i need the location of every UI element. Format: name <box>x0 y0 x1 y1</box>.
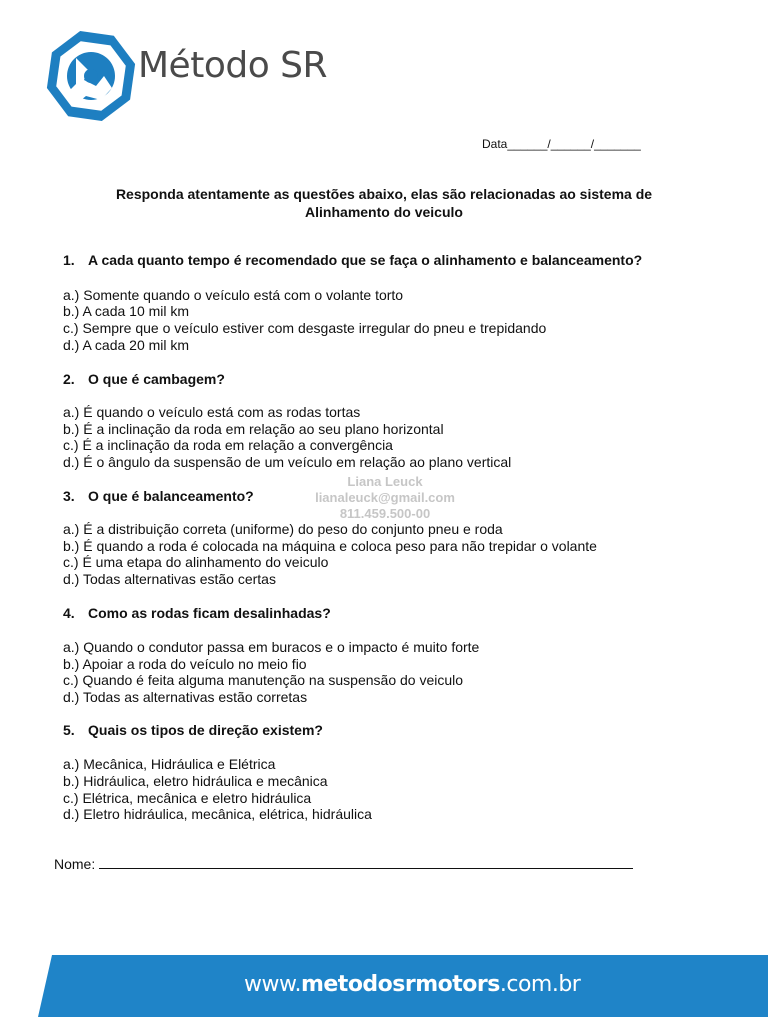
question-number: 5. <box>63 722 75 738</box>
question-4-option-d: d.) Todas as alternativas estão corretas <box>63 689 308 705</box>
date-field: Data______/______/_______ <box>482 137 641 151</box>
brand-name: Método SR <box>138 45 328 86</box>
question-number: 3. <box>63 488 75 504</box>
question-number: 4. <box>63 605 75 621</box>
question-2-option-a: a.) É quando o veículo está com as rodas tortas <box>63 404 361 420</box>
question-text: Quais os tipos de direção existem? <box>88 722 323 738</box>
watermark-name: Liana Leuck <box>347 474 423 489</box>
instructions-line-1: Responda atentamente as questões abaixo, elas são relacionadas ao sistema de <box>115 186 653 202</box>
question-4-option-b: b.) Apoiar a roda do veículo no meio fio <box>63 656 307 672</box>
footer-url-bold: metodosrmotors <box>300 972 500 997</box>
question-5-option-a: a.) Mecânica, Hidráulica e Elétrica <box>63 756 276 772</box>
question-2-option-b: b.) É a inclinação da roda em relação ao seu plano horizontal <box>63 421 444 437</box>
question-number: 1. <box>63 252 75 268</box>
question-3-option-b: b.) É quando a roda é colocada na máquina e coloca peso para não trepidar o volante <box>63 538 597 554</box>
name-line[interactable] <box>99 856 633 869</box>
footer-url-suffix: .com.br <box>499 972 581 997</box>
watermark-doc: 811.459.500-00 <box>339 506 431 521</box>
question-2-option-c: c.) É a inclinação da roda em relação a convergência <box>63 437 393 453</box>
watermark <box>300 474 470 522</box>
question-text: O que é balanceamento? <box>88 488 254 504</box>
footer-url-prefix: www. <box>244 972 301 997</box>
question-3-title <box>63 488 254 504</box>
question-4-option-a: a.) Quando o condutor passa em buracos e o impacto é muito forte <box>63 639 480 655</box>
logo-wrench-icon <box>46 30 136 122</box>
question-2-option-d: d.) É o ângulo da suspensão de um veículo em relação ao plano vertical <box>63 454 512 470</box>
footer-url[interactable] <box>244 972 580 997</box>
instructions <box>40 185 728 221</box>
question-number: 2. <box>63 371 75 387</box>
question-1-option-a: a.) Somente quando o veículo está com o volante torto <box>63 287 404 303</box>
question-3-option-d: d.) Todas alternativas estão certas <box>63 571 276 587</box>
question-5-option-d: d.) Eletro hidráulica, mecânica, elétrica, hidráulica <box>63 806 372 822</box>
question-1-option-d: d.) A cada 20 mil km <box>63 337 190 353</box>
question-1-option-b: b.) A cada 10 mil km <box>63 303 190 319</box>
question-4-option-c: c.) Quando é feita alguma manutenção na suspensão do veiculo <box>63 672 464 688</box>
question-5-title <box>63 722 323 738</box>
name-label: Nome: <box>54 856 96 872</box>
question-text: Como as rodas ficam desalinhadas? <box>88 605 331 621</box>
watermark-email: lianaleuck@gmail.com <box>315 490 455 505</box>
question-3-option-c: c.) É uma etapa do alinhamento do veiculo <box>63 554 329 570</box>
question-text: O que é cambagem? <box>88 371 225 387</box>
name-field[interactable] <box>54 856 633 872</box>
instructions-line-2: Alinhamento do veiculo <box>305 204 463 220</box>
question-3-option-a: a.) É a distribuição correta (uniforme) do peso do conjunto pneu e roda <box>63 521 503 537</box>
question-5-option-b: b.) Hidráulica, eletro hidráulica e mecânica <box>63 773 328 789</box>
question-5-option-c: c.) Elétrica, mecânica e eletro hidráulica <box>63 790 312 806</box>
question-1-option-c: c.) Sempre que o veículo estiver com desgaste irregular do pneu e trepidando <box>63 320 547 336</box>
question-text: A cada quanto tempo é recomendado que se faça o alinhamento e balanceamento? <box>88 252 643 268</box>
question-4-title <box>63 605 331 621</box>
question-1-title <box>63 252 642 268</box>
question-2-title <box>63 371 225 387</box>
